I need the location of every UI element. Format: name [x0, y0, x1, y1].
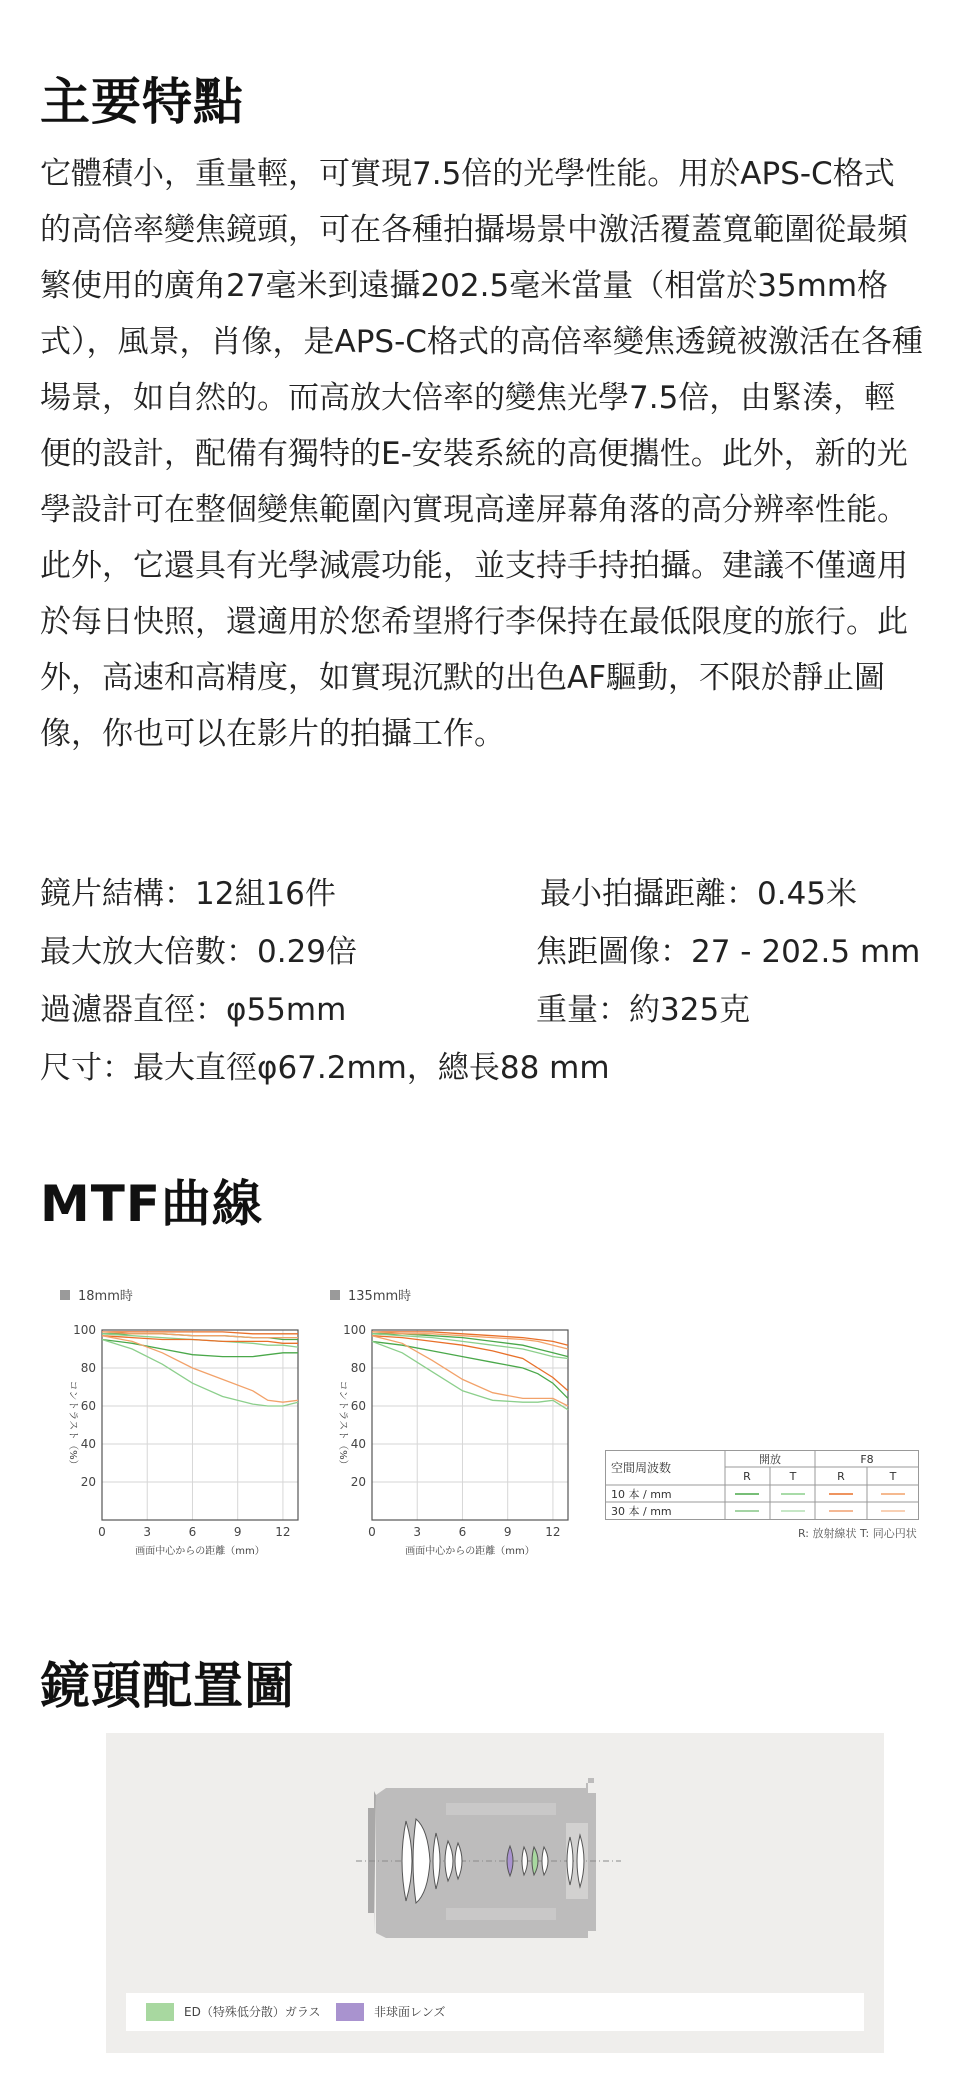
y-axis-label: コントラスト（%）	[337, 1380, 348, 1470]
mtf-table-f8-t: T	[889, 1470, 897, 1483]
aspherical-label: 非球面レンズ	[374, 2005, 446, 2019]
x-axis-label: 画面中心からの距離（mm）	[135, 1546, 265, 1557]
features-heading: 主要特點	[40, 73, 244, 131]
x-tick-label: 9	[503, 1525, 512, 1539]
x-tick-label: 0	[98, 1525, 106, 1539]
lens-legend	[126, 1993, 864, 2031]
y-tick-label: 40	[350, 1437, 366, 1451]
chart-frame	[102, 1330, 298, 1520]
mtf-table-open-t: T	[789, 1470, 797, 1483]
x-tick-label: 12	[545, 1525, 561, 1539]
mtf-table-row2: 30 本 / mm	[611, 1505, 672, 1518]
ed-glass-swatch	[146, 2003, 174, 2021]
x-tick-label: 12	[275, 1525, 291, 1539]
lens-cross-section	[106, 1733, 884, 1983]
spec-dimensions: 尺寸：最大直徑φ67.2mm，總長88 mm	[40, 1050, 610, 1086]
y-axis-label: コントラスト（%）	[67, 1380, 78, 1470]
mtf-series-line-3	[372, 1341, 568, 1398]
ed-glass-label: ED（特殊低分散）ガラス	[184, 2005, 321, 2019]
mtf-chart-135mm	[330, 1280, 580, 1560]
mtf-heading: MTF曲線	[40, 1175, 264, 1233]
mtf-series-line-1	[102, 1334, 298, 1340]
y-tick-label: 80	[80, 1361, 96, 1375]
spec-filter: 過濾器直徑：φ55mm	[40, 992, 347, 1028]
y-tick-label: 40	[80, 1437, 96, 1451]
spec-construction: 鏡片結構：12組16件	[40, 876, 336, 912]
mtf-table-col-open: 開放	[759, 1453, 781, 1466]
x-tick-label: 3	[413, 1525, 422, 1539]
layout-heading: 鏡頭配置圖	[40, 1657, 295, 1715]
x-tick-label: 0	[368, 1525, 376, 1539]
chart-title: 135mm時	[348, 1289, 412, 1304]
spec-weight: 重量：約325克	[536, 992, 751, 1028]
y-tick-label: 20	[350, 1475, 366, 1489]
mtf-table-row1: 10 本 / mm	[611, 1488, 672, 1501]
mtf-series-line-7	[102, 1336, 298, 1344]
mtf-legend-note: R: 放射線状 T: 同心円状	[798, 1527, 917, 1540]
spec-max-magnification: 最大放大倍數：0.29倍	[40, 934, 358, 970]
x-tick-label: 6	[188, 1525, 197, 1539]
mtf-series-line-6	[102, 1332, 298, 1338]
chart-title-marker	[330, 1290, 340, 1300]
mtf-table-row-header: 空間周波数	[611, 1461, 672, 1475]
mtf-table-open-r: R	[743, 1470, 751, 1483]
y-tick-label: 20	[80, 1475, 96, 1489]
spec-focal-length: 焦距圖像：27 - 202.5 mm	[536, 934, 921, 970]
x-tick-label: 3	[143, 1525, 152, 1539]
features-description: 它體積小，重量輕，可實現7.5倍的光學性能。用於APS-C格式的高倍率變焦鏡頭，可在各種拍攝場景中激活覆蓋寬範圍從最頻繁使用的廣角27毫米到遠攝202.5毫米當量（相當於35mm格式），風景，肖像，是APS-C格式的高倍率變焦透鏡被激活在各種場景，如自然的。而高放大倍率的變焦光學7.5倍，由緊湊，輕便的設計，配備有獨特的E-安裝系統的高便攜性。此外，新的光學設計可在整個變焦範圍內實現高達屏幕角落的高分辨率性能。此外，它還具有光學減震功能，並支持手持拍攝。建議不僅適用於每日快照，還適用於您希望將行李保持在最低限度的旅行。此外，高速和高精度，如實現沉默的出色AF驅動，不限於靜止圖像，你也可以在影片的拍攝工作。	[40, 156, 923, 752]
y-tick-label: 60	[350, 1399, 366, 1413]
x-tick-label: 6	[458, 1525, 467, 1539]
chart-title-marker	[60, 1290, 70, 1300]
mtf-table-col-f8: F8	[860, 1453, 874, 1466]
mtf-series-line-4	[102, 1340, 298, 1407]
y-tick-label: 100	[343, 1323, 366, 1337]
aspherical-swatch	[336, 2003, 364, 2021]
lens-layout-diagram	[106, 1733, 884, 2053]
mtf-chart-18mm	[60, 1280, 310, 1560]
y-tick-label: 100	[73, 1323, 96, 1337]
spec-min-focus: 最小拍攝距離：0.45米	[540, 876, 858, 912]
y-tick-label: 80	[350, 1361, 366, 1375]
x-tick-label: 9	[233, 1525, 242, 1539]
mtf-legend-table	[605, 1450, 919, 1520]
x-axis-label: 画面中心からの距離（mm）	[405, 1546, 535, 1557]
y-tick-label: 60	[80, 1399, 96, 1413]
chart-title: 18mm時	[78, 1289, 133, 1304]
mtf-table-f8-r: R	[837, 1470, 845, 1483]
mtf-series-line-4	[372, 1341, 568, 1409]
